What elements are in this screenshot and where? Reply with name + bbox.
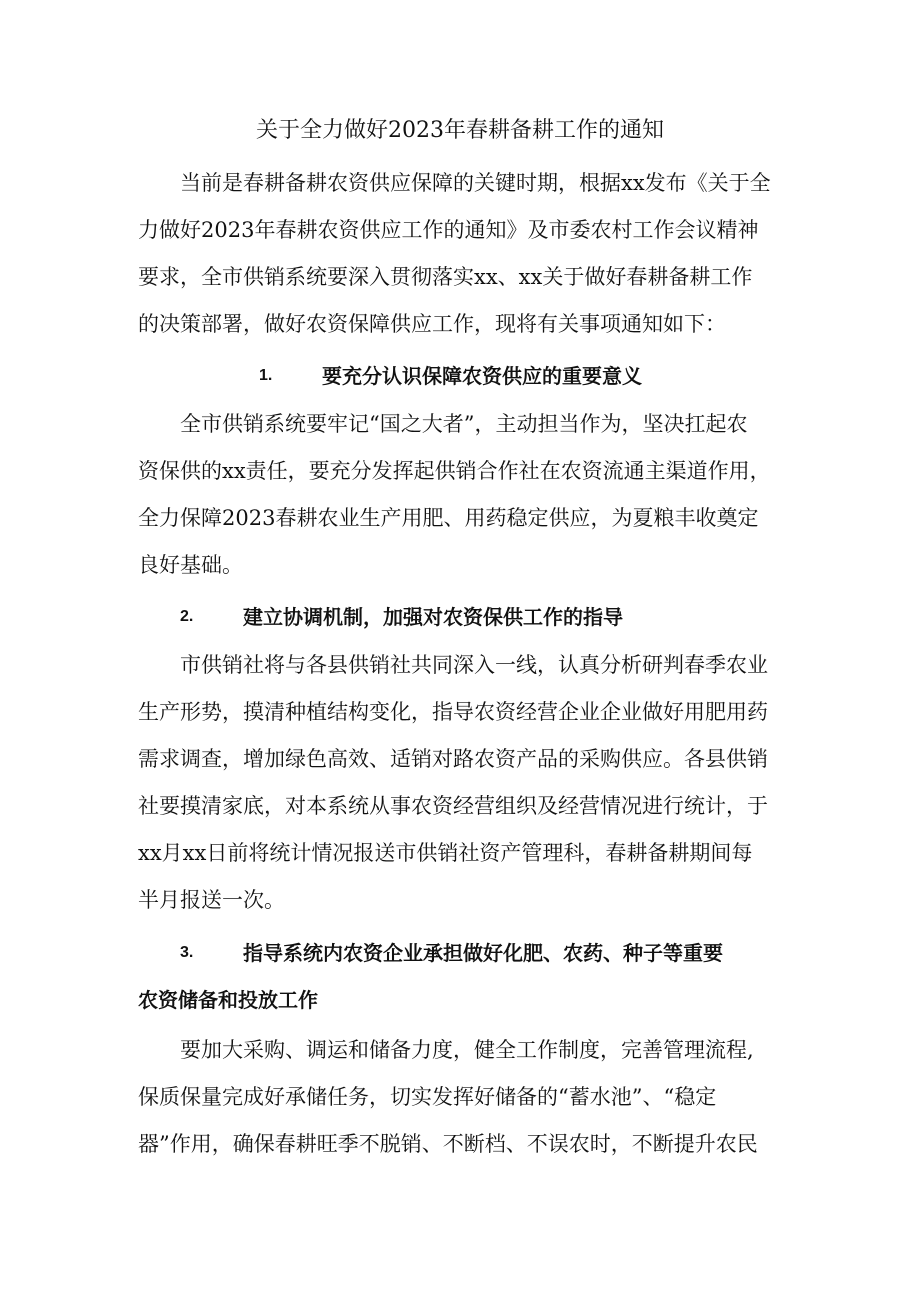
section-1-body-line: 资保供的xx责任，要充分发挥起供销合作社在农资流通主渠道作用， xyxy=(138,459,771,483)
intro-line-3: 要求，全市供销系统要深入贯彻落实xx、xx关于做好春耕备耕工作 xyxy=(138,265,753,289)
section-2-number: 2. xyxy=(180,608,194,625)
section-2-heading: 建立协调机制，加强对农资保供工作的指导 xyxy=(243,605,623,629)
section-3-body-line: 要加大采购、调运和储备力度，健全工作制度，完善管理流程, xyxy=(180,1038,754,1062)
section-3-body-line: 器”作用，确保春耕旺季不脱销、不断档、不误农时，不断提升农民 xyxy=(138,1132,758,1156)
intro-line-1: 当前是春耕备耕农资供应保障的关键时期，根据xx发布《关于全 xyxy=(180,171,771,195)
section-1-number: 1. xyxy=(259,367,273,384)
section-3-number: 3. xyxy=(180,944,194,961)
section-2-body-line: 半月报送一次。 xyxy=(138,888,285,912)
section-1-heading: 要充分认识保障农资供应的重要意义 xyxy=(322,364,642,388)
section-1-body-line: 全力保障2023春耕农业生产用肥、用药稳定供应，为夏粮丰收奠定 xyxy=(138,506,759,530)
section-2-body-line: 市供销社将与各县供销社共同深入一线，认真分析研判春季农业 xyxy=(180,653,768,677)
section-2-body-line: 需求调查，增加绿色高效、适销对路农资产品的采购供应。各县供销 xyxy=(138,747,768,771)
section-2-body-line: 社要摸清家底，对本系统从事农资经营组织及经营情况进行统计，于 xyxy=(138,794,768,818)
intro-line-4: 的决策部署，做好农资保障供应工作，现将有关事项通知如下： xyxy=(138,312,726,336)
section-1-body-line: 良好基础。 xyxy=(138,553,243,577)
section-2-body-line: xx月xx日前将统计情况报送市供销社资产管理科，春耕备耕期间每 xyxy=(138,841,753,865)
page-title: 关于全力做好2023年春耕备耕工作的通知 xyxy=(256,118,664,143)
section-2-body-line: 生产形势，摸清种植结构变化，指导农资经营企业企业做好用肥用药 xyxy=(138,700,768,724)
section-3-body-line: 保质保量完成好承储任务，切实发挥好储备的“蓄水池”、“稳定 xyxy=(138,1085,717,1109)
section-3-heading-line-1: 指导系统内农资企业承担做好化肥、农药、种子等重要 xyxy=(243,941,723,965)
section-3-heading-line-2: 农资储备和投放工作 xyxy=(138,988,318,1012)
intro-line-2: 力做好2023年春耕农资供应工作的通知》及市委农村工作会议精神 xyxy=(138,218,759,242)
section-1-body-line: 全市供销系统要牢记“国之大者”，主动担当作为，坚决扛起农 xyxy=(180,412,748,436)
